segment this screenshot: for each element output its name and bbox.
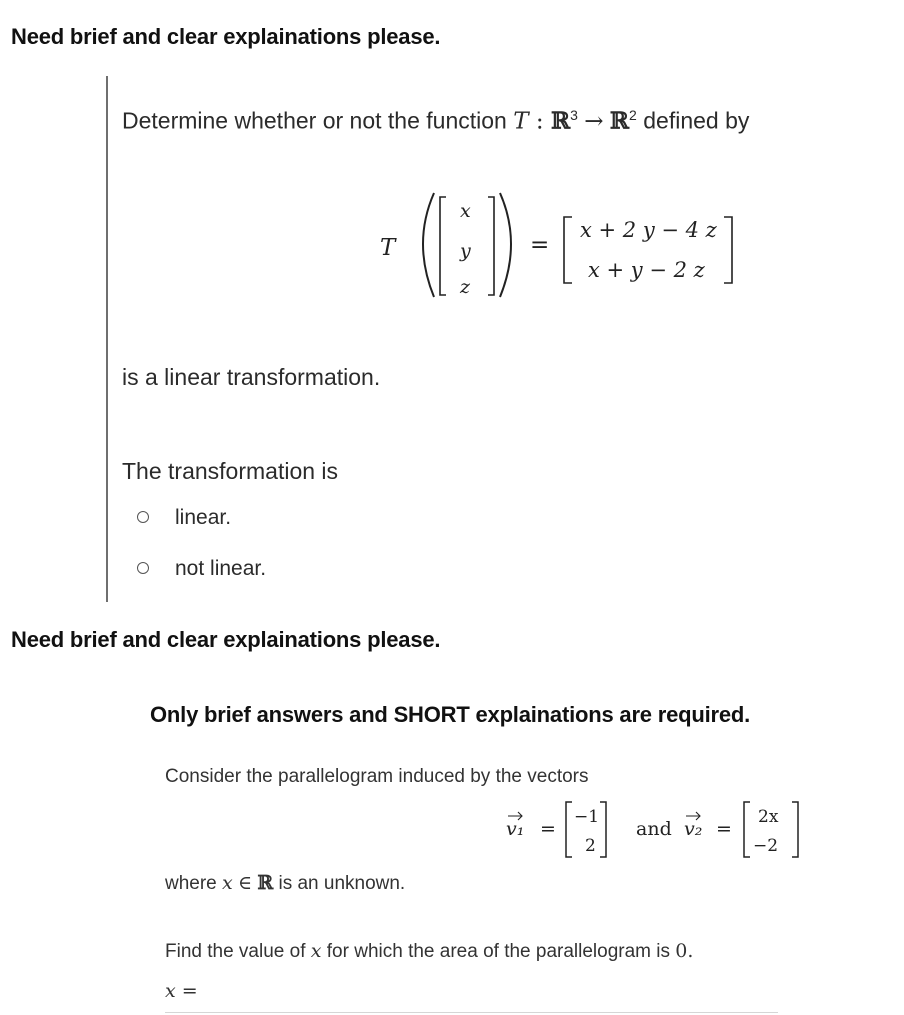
q2-v1-entry-1: −1 xyxy=(574,807,600,827)
q1-intro-domain: ℝ xyxy=(550,107,571,135)
q1-intro-suffix: defined by xyxy=(643,107,750,134)
q1-intro-arrow: → xyxy=(584,108,604,135)
q2-answer-label: x = xyxy=(165,980,198,1002)
q2-v1-left-bracket xyxy=(566,802,572,857)
option-linear-label[interactable]: linear. xyxy=(175,506,232,529)
q2-v2-label: v₂ xyxy=(684,818,703,840)
q2-where-prefix: where xyxy=(165,873,217,894)
q1-formula xyxy=(370,185,750,305)
q2-find-suffix: for which the area of the parallelogram is xyxy=(326,941,670,962)
option-not-linear-label[interactable]: not linear. xyxy=(175,557,267,580)
q2-where-suffix: is an unknown. xyxy=(278,873,406,894)
q1-right-paren xyxy=(500,193,511,297)
q1-intro-func: T xyxy=(513,108,529,135)
q2-v2-left-bracket xyxy=(744,802,750,857)
q2-consider-text: Consider the parallelogram induced by the vectors xyxy=(165,766,589,787)
q1-input-x: x xyxy=(460,200,471,222)
q1-output-right-bracket xyxy=(724,217,732,283)
radio-circle-icon[interactable] xyxy=(137,511,149,523)
q1-is-linear-text: is a linear transformation. xyxy=(122,364,381,390)
q2-answer-input[interactable] xyxy=(215,976,775,1006)
q1-output-row-1: x + 2 y − 4 z xyxy=(580,218,717,242)
q2-vectors xyxy=(500,795,810,865)
q1-formula-func: T xyxy=(380,235,396,261)
q2-v2-entry-1: 2x xyxy=(758,807,779,827)
q2-where-text xyxy=(165,872,405,895)
q2-find-value: 0. xyxy=(675,940,694,962)
q1-prompt: The transformation is xyxy=(122,458,339,484)
q1-intro-domain-exp: 3 xyxy=(570,107,578,123)
q2-answer-underline xyxy=(165,1012,778,1013)
q1-intro-prefix: Determine whether or not the function xyxy=(122,107,507,134)
q1-input-y: y xyxy=(460,240,471,262)
q2-subheading: Only brief answers and SHORT explainations are required. xyxy=(150,702,751,727)
q1-heading: Need brief and clear explainations please. xyxy=(11,24,441,49)
q1-output-row-2: x + y − 2 z xyxy=(588,258,705,282)
q1-output-left-bracket xyxy=(564,217,572,283)
radio-linear[interactable] xyxy=(137,511,149,523)
radio-circle-icon[interactable] xyxy=(137,562,149,574)
q1-intro-codomain: ℝ xyxy=(609,107,630,135)
q1-equals: = xyxy=(530,232,550,258)
q2-v2-right-bracket xyxy=(792,802,798,857)
radio-not-linear[interactable] xyxy=(137,562,149,574)
q2-where-set: ℝ xyxy=(257,872,274,894)
q2-heading: Need brief and clear explainations please. xyxy=(11,627,441,652)
q1-input-left-bracket xyxy=(440,197,446,295)
q2-find-text xyxy=(165,940,693,963)
q2-where-var: x xyxy=(222,872,233,894)
q1-intro: Determine whether or not the function T : ℝ$^3$ → ℝ$^2$ defined by xyxy=(122,107,750,135)
q2-v2-entry-2: −2 xyxy=(753,836,779,856)
q1-left-paren xyxy=(423,193,434,297)
q1-left-border xyxy=(106,76,108,602)
q2-v1-right-bracket xyxy=(600,802,606,857)
q2-find-prefix: Find the value of xyxy=(165,941,306,962)
q2-v1-entry-2: 2 xyxy=(585,836,596,856)
q2-find-var: x xyxy=(310,940,322,962)
svg-text:=: = xyxy=(540,818,556,840)
q1-intro-codomain-exp: 2 xyxy=(629,107,637,123)
svg-text:=: = xyxy=(716,818,732,840)
q2-v1-label: v₁ xyxy=(506,818,525,840)
q1-input-z: z xyxy=(460,276,471,298)
q1-input-right-bracket xyxy=(488,197,494,295)
q2-and-text: and xyxy=(636,818,672,840)
q2-where-in: ∈ xyxy=(238,872,253,894)
